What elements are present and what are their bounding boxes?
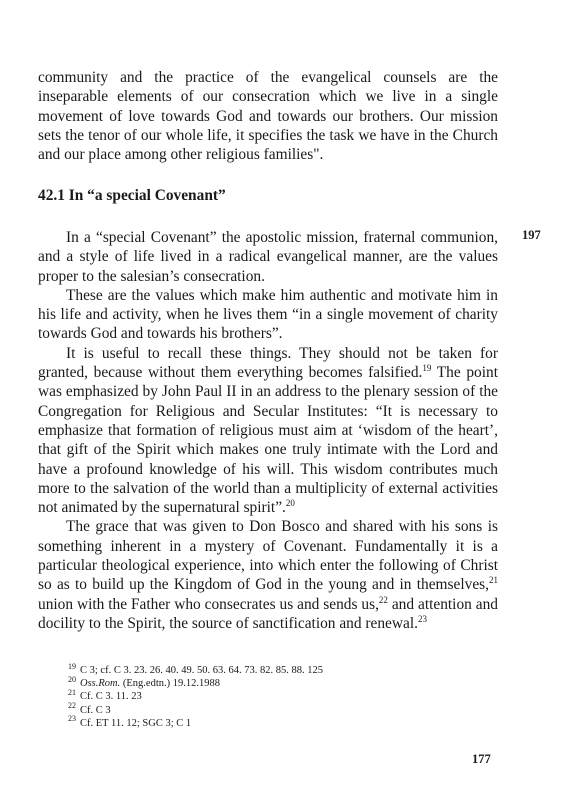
- footnote-ref-22: 22: [378, 594, 388, 605]
- footnote-ref-20: 20: [285, 498, 295, 509]
- footnote-number: 20: [68, 674, 76, 684]
- section-heading: 42.1 In “a special Covenant”: [38, 187, 226, 204]
- footnote-ref-19: 19: [422, 362, 432, 373]
- paragraph-3-part-2: The point was emphasized by John Paul II in an address to the plenary session of the Congregation for Religious and Secular Institutes: “It is necessary to emphasize that formation of religious must aim at ‘wisdom of the heart’, that gift of the Spirit which makes one truly intimate with the Lord and have a profound knowledge of his will. This wisdom contributes much more to the salvation of the world than a multiplicity of external activities not animated by the supernatural spirit”.: [38, 364, 498, 517]
- footnote-21: [68, 687, 488, 703]
- section-body: [38, 228, 498, 633]
- footnote-23: [68, 714, 488, 730]
- paragraph-3-part-1: It is useful to recall these things. They should not be taken for granted, because without them everything becomes falsified.: [38, 344, 498, 382]
- footnote-text: Cf. ET 11. 12; SGC 3; C 1: [80, 717, 192, 729]
- footnote-number: 19: [68, 661, 76, 671]
- paragraph-4-part-3: and attention and docility to the Spirit, the source of sanctification and renewal.: [38, 595, 498, 632]
- footnote-text: (Eng.edtn.) 19.12.1988: [120, 678, 221, 690]
- footnote-19: [68, 661, 488, 677]
- footnotes: [68, 661, 488, 730]
- margin-reference-number: 197: [522, 228, 541, 242]
- footnote-number: 21: [68, 687, 76, 697]
- paragraph-3: [38, 344, 498, 518]
- paragraph-1: In a “special Covenant” the apostolic mission, fraternal communion, and a style of life lived in a radical evangelical manner, are the values proper to the salesian’s consecration.: [38, 229, 498, 285]
- paragraph-2: These are the values which make him authentic and motivate him in his life and activity, when he lives them “in a single movement of charity towards God and towards his brothers”.: [38, 286, 498, 343]
- footnote-22: [68, 701, 488, 717]
- page-number: 177: [472, 752, 491, 766]
- intro-paragraph-block: [38, 68, 498, 164]
- footnote-text: Cf. C 3. 11. 23: [80, 691, 142, 703]
- footnote-number: 22: [68, 701, 76, 711]
- footnote-ref-21: 21: [489, 575, 498, 586]
- footnote-italic-title: Oss.Rom.: [80, 678, 121, 690]
- paragraph-4-part-2: union with the Father who consecrates us and sends us,: [38, 595, 379, 613]
- paragraph-4-part-1: The grace that was given to Don Bosco and shared with his sons is something inherent in a mystery of Covenant. Fundamentally it is a particular theological experience, into which enter the following of Christ so as to build up the Kingdom of God in the young and in themselves,: [38, 518, 498, 594]
- footnote-text: C 3; cf. C 3. 23. 26. 40. 49. 50. 63. 64. 73. 82. 85. 88. 125: [80, 665, 323, 676]
- footnote-20: [68, 674, 488, 690]
- footnote-ref-23: 23: [417, 613, 427, 624]
- footnote-text: Cf. C 3: [80, 704, 111, 716]
- intro-paragraph: community and the practice of the evangelical counsels are the inseparable elements of our consecration which we live in a single movement of love towards God and towards our brothers. Our mission sets the tenor of our whole life, it specifies the task we have in the Church and our place among other religious families".: [38, 69, 498, 164]
- footnote-number: 23: [68, 714, 76, 724]
- paragraph-4: [38, 517, 498, 633]
